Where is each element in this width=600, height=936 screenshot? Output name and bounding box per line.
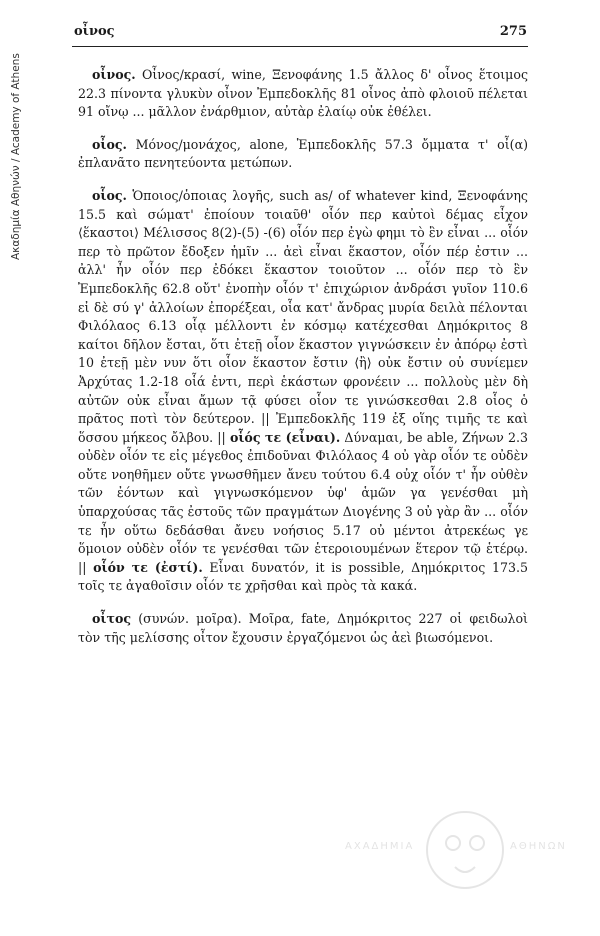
running-head [74, 24, 527, 39]
watermark-text-left: ΑΧΑΔΗΜΙΑ [345, 841, 415, 852]
entry-text: (συνών. μοῖρα). Μοῖρα, fate, Δημόκριτος 227 οἱ φειδωλοὶ τὸν τῆς μελίσσης οἶτον ἔχουσιν ἐργαζόμενοι ὡς ἀεὶ βιωσόμενοι. [78, 611, 528, 645]
academy-watermark [345, 805, 585, 895]
entry-headword: οἶτος [92, 611, 132, 627]
entry-oinos [78, 66, 528, 122]
entry-text: Ὁποιος/ὁποιας λογῆς, such as/ of whatever kind, Ξενοφάνης 15.5 καὶ σώματ' ἐποίουν τοιαῦθ' οἷόν περ καὐτοὶ δέμας εἶχον ⟨ἕκαστοι⟩ Μέλισσος 8(2)-(5) -(6) οἷόν περ ἐγὼ φημι τὸ ἓν εἶναι ... οἷόν περ τὸ πρῶτον ἔδοξεν ἡμῖν ... ἀεὶ εἶναι ἕκαστον, οἷόν πέρ ἐστιν ... ἀλλ' ἦν οἷόν περ ἐδόκει ἕκαστον τοιοῦτον ... οἷόν περ τὸ ἓν Ἐμπεδοκλῆς 62.8 οὔτ' ἐνοπὴν οἷόν τ' ἐπιχώριον ἀνδράσι γυῖον 110.6 εἰ δὲ σύ γ' ἀλλοίων ἐπορέξεαι, οἷα κατ' ἄνδρας μυρία δειλὰ πέλονται Φιλόλαος 6.13 οἷᾳ μέλλοντι ἐν κόσμῳ κατέχεσθαι Δημόκριτος 8 καίτοι δῆλον ἔσται, ὅτι ἐτεῇ οἷον ἕκαστον γιγνώσκειν ἐν ἀπόρῳ ἐστὶ 10 ἐτεῇ μὲν νυν ὅτι οἷον ἕκαστον ἔστιν ⟨ἢ⟩ οὐκ ἔστιν οὐ συνίεμεν Ἀρχύτας 1.2-18 οἷά ἐντι, περὶ ἑκάστων φρονέειν ... πολλοὺς μὲν δὴ αὐτῶν οὐκ εἶναι ἄμων τᾷ φύσει οἷον τε γινώσκεσθαι 2.8 οἷος ὁ πρᾶτος ποτὶ τὸν δεύτερον. || Ἐμπεδοκλῆς 119 ἐξ οἵης τιμῆς τε καὶ ὅσσου μήκεος ὄλβου. || [78, 187, 528, 445]
subentry-headword: οἷόν τε (ἐστί). [93, 559, 203, 575]
subentry-text: Δύναμαι, be able, Ζήνων 2.3 οὐδὲν οἷόν τε εἰς μέγεθος ἐπιδοῦναι Φιλόλαος 4 οὐ γὰρ οἷόν τε οὐδὲν οὔτε νοηθῆμεν οὔτε γνωσθῆμεν ἄνευ τούτου 6.4 οὐχ οἷόν τ' ἦν οὐθὲν τῶν ἐόντων καὶ γιγνωσκόμενον ὑφ' ἁμῶν γα γενέσθαι μὴ ὑπαρχούσας τᾶς ἐστοῦς τῶν πραγμάτων Διογένης 3 οὐ γὰρ ἂν ... οἷόν τε ἦν οὕτω δεδάσθαι ἄνευ νοήσιος 5.17 οὐ μέντοι ἀτρεκέως γε ὅμοιον οὐδὲν οἷόν τε γενέσθαι τῶν ἑτεροιουμένων ἕτερον τῷ ἑτέρῳ. || [78, 429, 529, 575]
entry-headword: οἶος. [92, 136, 127, 152]
entry-text: Μόνος/μονάχος, alone, Ἐμπεδοκλῆς 57.3 ὄμματα τ' οἶ(α) ἐπλανᾶτο πενητεύοντα μετώπων. [78, 136, 528, 171]
entry-oitos [78, 610, 528, 647]
side-credit: Ακαδημία Αθηνών / Academy of Athens [10, 53, 22, 260]
entry-text: Οἶνος/κρασί, wine, Ξενοφάνης 1.5 ἄλλος δ' οἶνος ἕτοιμος 22.3 πίνοντα γλυκὺν οἶνον Ἐμπεδοκλῆς 81 οἶνος ἀπὸ φλοιοῦ πέλεται 91 οἴνῳ ... μᾶλλον ἐνάρθμιον, αὐτὰρ ἐλαίῳ οὐκ ἐθέλει. [78, 67, 528, 120]
page-number: 275 [499, 24, 527, 39]
subentry-headword: οἷός τε (εἶναι). [229, 429, 341, 445]
watermark-text-right: ΑΘΗΝΩΝ [510, 841, 567, 852]
entry-oios-such-as [78, 187, 528, 596]
entry-headword: οἶνος. [92, 67, 136, 82]
entries-body [78, 66, 528, 661]
entry-headword: οἷος. [92, 187, 127, 203]
subentry-text: Εἶναι δυνατόν, it is possible, Δημόκριτος 173.5 τοῖς τε ἀγαθοῖσιν οἷόν τε χρῆσθαι καὶ πρὸς τὰ κακά. [78, 559, 529, 594]
running-head-title: οἶνος [74, 24, 115, 39]
header-rule [72, 46, 528, 47]
entry-oios-alone [78, 136, 528, 173]
